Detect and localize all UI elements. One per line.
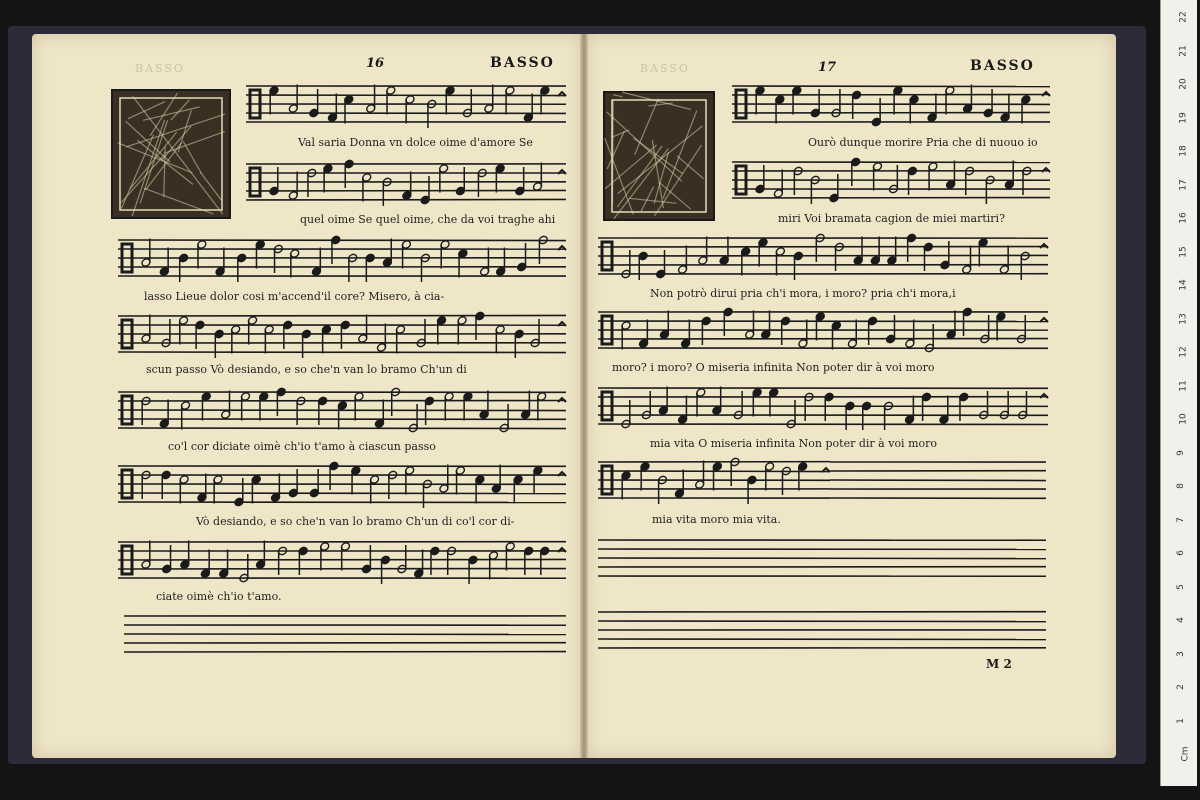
staff-line [118, 315, 566, 316]
ruler-label: 6 [1175, 550, 1186, 556]
staff-line [118, 240, 566, 241]
ruler-label: 7 [1175, 516, 1186, 523]
staff-line [830, 480, 1046, 481]
staff-line [118, 428, 566, 429]
right-lyric-line-5: mia vita O miseria infinita Non poter dir à voi moro [650, 437, 938, 450]
right-lyric-line-3: Non potrò dirui pria ch'i mora, i moro? pria ch'i mora,i [650, 287, 956, 300]
ruler-label: 10 [1178, 413, 1189, 425]
right-staff-6 [598, 457, 830, 504]
staff-line [118, 352, 566, 353]
ruler-label: 5 [1175, 583, 1186, 590]
staff-line [598, 255, 1048, 256]
left-lyric-line-2: quel oime Se quel oime, che da voi traghe ahi [300, 213, 556, 226]
right-lyric-line-2: miri Voi bramata cagion de miei martiri? [778, 212, 1005, 225]
right-staff-3 [598, 233, 1048, 280]
staff-line [246, 95, 566, 96]
ruler-label: 14 [1178, 279, 1189, 291]
ruler-label: 3 [1175, 650, 1186, 657]
left-lyric-line-3: lasso Lieue dolor cosi m'accend'il core? Misero, à cia- [144, 290, 445, 303]
ruler-label: 17 [1178, 178, 1189, 191]
left-staff-2 [246, 159, 566, 206]
ruler-label: 13 [1178, 312, 1189, 325]
ruler-label: 9 [1175, 449, 1186, 456]
staff-line [732, 112, 1050, 113]
ruler-label: 8 [1175, 483, 1186, 489]
staff-line [598, 558, 1046, 559]
ruler-label: 11 [1178, 379, 1189, 392]
left-lyric-line-5: co'l cor diciate oimè ch'io t'amo à ciascun passo [168, 440, 436, 453]
right-page-number: 17 [818, 60, 837, 75]
left-page-number: 16 [366, 56, 385, 71]
left-lyric-line-7: ciate oimè ch'io t'amo. [156, 590, 282, 603]
left-ghost-header: BASSO [135, 62, 185, 75]
ruler-label: 1 [1175, 717, 1186, 724]
right-staff-4 [598, 307, 1048, 353]
right-staff-1 [732, 85, 1050, 128]
right-lyric-line-1: Ourò dunque morire Pria che di nuouo io [808, 136, 1038, 149]
staff-line [598, 621, 1046, 622]
left-lyric-line-6: Vò desiando, e so che'n van lo bramo Ch'un di co'l cor di- [196, 515, 515, 528]
ruler-label: 18 [1178, 145, 1189, 157]
ruler-label: 12 [1178, 346, 1189, 358]
staff-line [598, 424, 1048, 425]
right-staff-7 [830, 462, 1046, 498]
left-staff-6 [118, 461, 566, 508]
right-ghost-header: BASSO [640, 62, 690, 75]
ruler-label: 15 [1178, 245, 1189, 258]
ruler-label: 22 [1178, 11, 1189, 23]
ruler-label: 2 [1175, 684, 1186, 690]
right-staff-2 [732, 157, 1050, 204]
ruler-label: 19 [1178, 111, 1189, 124]
left-voice-header: BASSO [490, 55, 555, 71]
right-voice-header: BASSO [970, 58, 1035, 74]
left-staff-3 [118, 235, 566, 282]
right-lyric-line-4: moro? i moro? O miseria infinita Non poter dir à voi moro [612, 361, 935, 374]
ruler-label: 4 [1175, 617, 1186, 623]
left-lyric-line-4: scun passo Vò desiando, e so che'n van lo bramo Ch'un di [146, 363, 467, 376]
staff-line [732, 86, 1050, 87]
ruler-label: 21 [1178, 44, 1189, 57]
left-staff-8 [124, 616, 566, 652]
ruler-label: 20 [1178, 78, 1189, 90]
right-staff-5 [598, 387, 1048, 431]
left-staff-1 [246, 85, 566, 129]
staff-line [118, 410, 566, 411]
left-staff-5 [118, 387, 566, 433]
right-staff-9 [598, 612, 1046, 648]
ruler-label: Cm [1180, 746, 1191, 762]
right-lyric-line-6: mia vita moro mia vita. [652, 513, 781, 526]
staff-line [598, 639, 1046, 640]
staff-line [118, 493, 566, 494]
right-staff-8 [598, 540, 1046, 576]
left-staff-7 [118, 541, 566, 585]
gathering-signature: M 2 [986, 657, 1012, 671]
ruler-label: 16 [1178, 212, 1189, 224]
left-lyric-line-1: Val saria Donna vn dolce oime d'amore Se [298, 136, 533, 149]
staff-line [732, 94, 1050, 95]
left-staff-4 [118, 311, 566, 358]
